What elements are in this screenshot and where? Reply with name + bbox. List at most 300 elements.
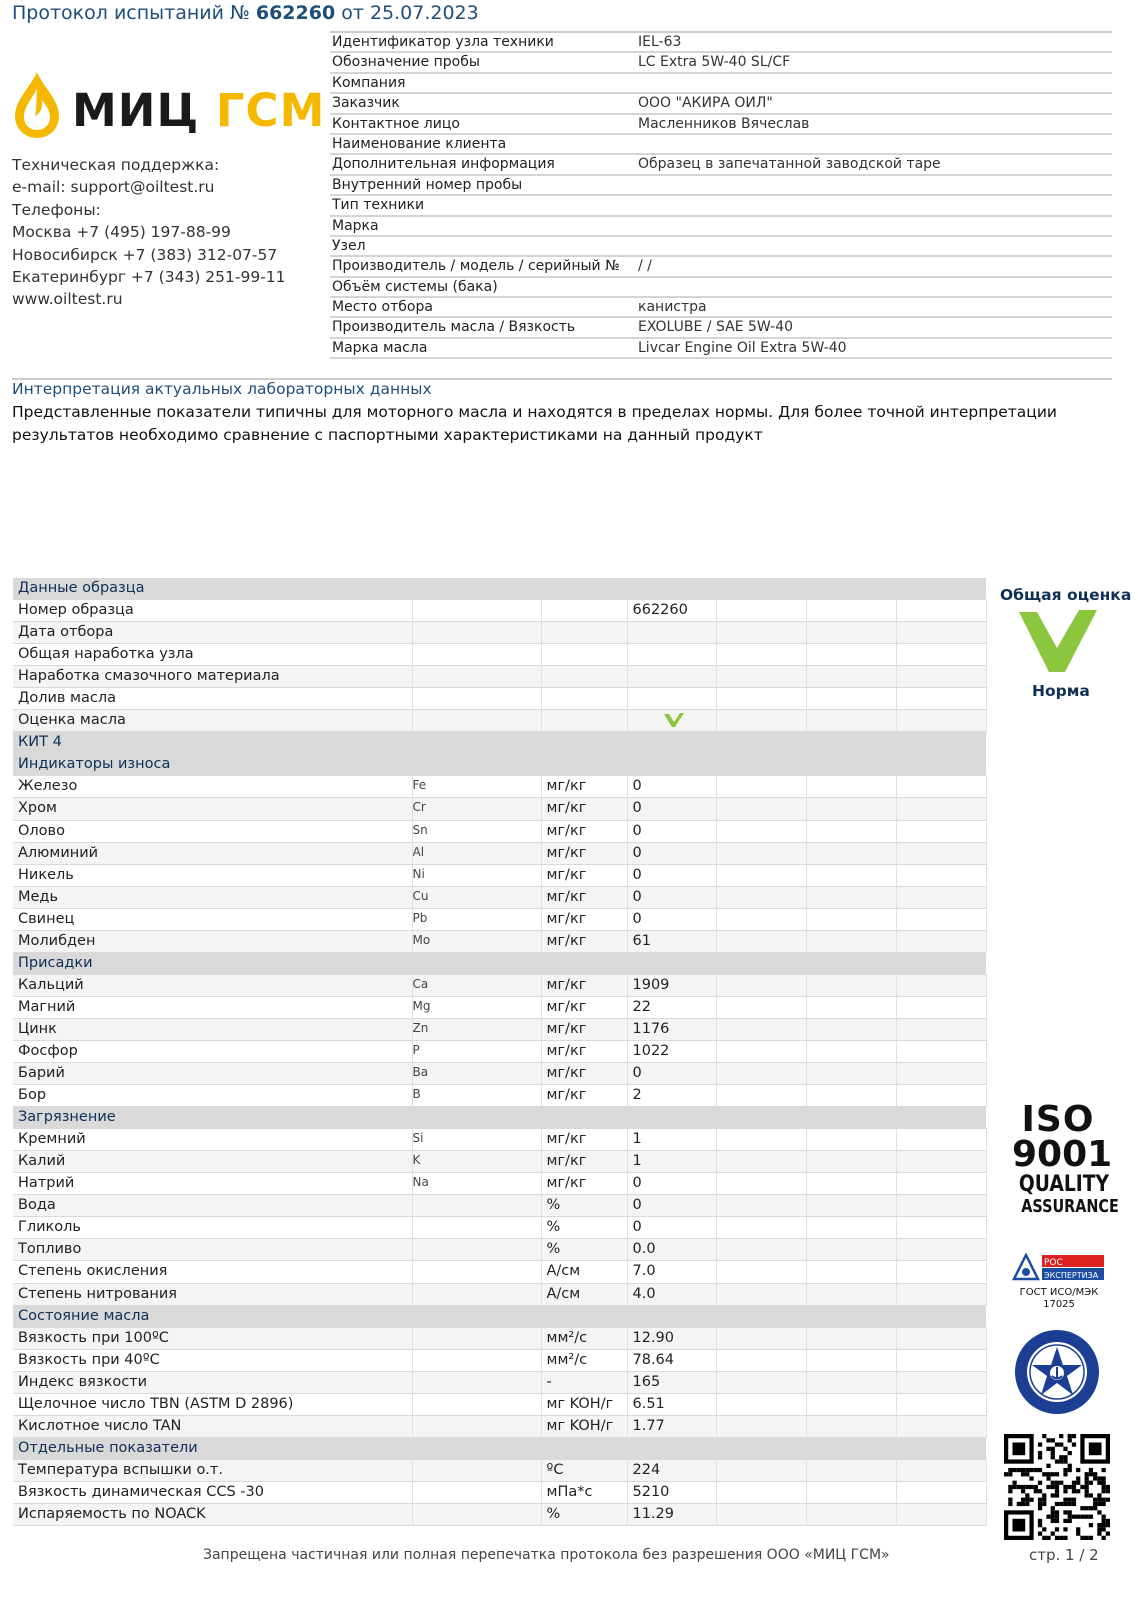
website-link[interactable]: www.oiltest.ru xyxy=(12,290,123,309)
unit xyxy=(541,666,627,688)
unit: мПа*с xyxy=(541,1481,627,1503)
parameter-name: Алюминий xyxy=(13,842,412,864)
info-row xyxy=(330,278,1112,298)
table-row xyxy=(13,1415,986,1437)
table-row xyxy=(13,1503,986,1525)
parameter-name: Цинк xyxy=(13,1018,412,1040)
sample-info-table xyxy=(330,31,1112,359)
table-row xyxy=(13,622,986,644)
empty-cell xyxy=(716,1129,806,1151)
info-label: Компания xyxy=(332,74,406,91)
iso-line2: 9001 xyxy=(1012,1134,1113,1175)
info-row xyxy=(330,53,1112,73)
unit: мг/кг xyxy=(541,1018,627,1040)
empty-cell xyxy=(896,798,986,820)
empty-cell xyxy=(896,644,986,666)
info-value: ООО "АКИРА ОИЛ" xyxy=(638,95,773,112)
empty-cell xyxy=(806,1151,896,1173)
empty-cell xyxy=(716,974,806,996)
empty-cell xyxy=(896,842,986,864)
parameter-name: Никель xyxy=(13,864,412,886)
empty-cell xyxy=(896,996,986,1018)
empty-cell xyxy=(716,798,806,820)
unit: мг/кг xyxy=(541,820,627,842)
phone-moscow: Москва +7 (495) 197-88-99 xyxy=(12,223,231,242)
parameter-name: Хром xyxy=(13,798,412,820)
company-logo xyxy=(12,70,326,140)
value xyxy=(627,644,716,666)
table-row xyxy=(13,710,986,732)
empty-cell xyxy=(806,1327,896,1349)
table-row xyxy=(13,1063,986,1085)
empty-cell xyxy=(716,864,806,886)
parameter-name: Испаряемость по NOACK xyxy=(13,1503,412,1525)
element-symbol xyxy=(412,1415,541,1437)
gost-caption: ГОСТ ИСО/МЭК 17025 xyxy=(1019,1287,1099,1310)
info-value xyxy=(638,278,1112,296)
info-value: Образец в запечатанной заводской таре xyxy=(638,156,941,173)
unit: % xyxy=(541,1503,627,1525)
table-row xyxy=(13,1261,986,1283)
empty-cell xyxy=(716,1261,806,1283)
table-row xyxy=(13,1481,986,1503)
empty-cell xyxy=(806,842,896,864)
empty-cell xyxy=(716,1327,806,1349)
unit: мг/кг xyxy=(541,842,627,864)
parameter-name: Молибден xyxy=(13,930,412,952)
empty-cell xyxy=(716,1151,806,1173)
element-symbol: Zn xyxy=(412,1018,541,1040)
empty-cell xyxy=(896,1018,986,1040)
unit: мг KOH/г xyxy=(541,1415,627,1437)
empty-cell xyxy=(896,1085,986,1107)
element-symbol xyxy=(412,644,541,666)
table-row xyxy=(13,908,986,930)
element-symbol xyxy=(412,600,541,622)
value xyxy=(627,710,716,732)
unit: мг/кг xyxy=(541,908,627,930)
rosexpertiza-logo-icon xyxy=(1012,1253,1106,1283)
empty-cell xyxy=(806,666,896,688)
info-label: Узел xyxy=(332,237,366,254)
empty-cell xyxy=(806,1261,896,1283)
table-row xyxy=(13,1459,986,1481)
section-header-row xyxy=(13,732,986,754)
info-label: Производитель масла / Вязкость xyxy=(332,319,576,336)
table-row xyxy=(13,1040,986,1062)
section-header-row xyxy=(13,1305,986,1327)
section-title: Индикаторы износа xyxy=(13,754,986,776)
info-label: Наименование клиента xyxy=(332,135,507,152)
element-symbol: Al xyxy=(412,842,541,864)
protocol-date: от 25.07.2023 xyxy=(341,2,479,24)
empty-cell xyxy=(716,776,806,798)
parameter-name: Бор xyxy=(13,1085,412,1107)
parameter-name: Калий xyxy=(13,1151,412,1173)
parameter-name: Барий xyxy=(13,1063,412,1085)
empty-cell xyxy=(716,1018,806,1040)
section-title: Состояние масла xyxy=(13,1305,986,1327)
value: 5210 xyxy=(627,1481,716,1503)
parameter-name: Кислотное число TAN xyxy=(13,1415,412,1437)
empty-cell xyxy=(716,1393,806,1415)
table-row xyxy=(13,1371,986,1393)
empty-cell xyxy=(806,996,896,1018)
empty-cell xyxy=(806,776,896,798)
empty-cell xyxy=(896,1327,986,1349)
element-symbol xyxy=(412,1217,541,1239)
empty-cell xyxy=(716,1173,806,1195)
empty-cell xyxy=(806,798,896,820)
empty-cell xyxy=(896,666,986,688)
empty-cell xyxy=(716,820,806,842)
overall-assessment-heading: Общая оценка xyxy=(1000,586,1132,604)
iso-line4: ASSURANCE xyxy=(1021,1196,1119,1217)
info-label: Идентификатор узла техники xyxy=(332,34,554,50)
element-symbol: Ni xyxy=(412,864,541,886)
element-symbol xyxy=(412,1481,541,1503)
element-symbol: Mo xyxy=(412,930,541,952)
info-value: канистра xyxy=(638,299,707,316)
section-header-row xyxy=(13,578,986,600)
empty-cell xyxy=(896,974,986,996)
empty-cell xyxy=(896,1063,986,1085)
empty-cell xyxy=(806,1018,896,1040)
empty-cell xyxy=(716,1283,806,1305)
empty-cell xyxy=(806,1085,896,1107)
support-label: Техническая поддержка: xyxy=(12,156,220,174)
registry-seal-icon xyxy=(1014,1329,1100,1415)
unit xyxy=(541,600,627,622)
info-value xyxy=(638,74,1112,92)
section-title: КИТ 4 xyxy=(13,732,986,754)
info-label: Объём системы (бака) xyxy=(332,278,498,295)
empty-cell xyxy=(716,1063,806,1085)
empty-cell xyxy=(806,908,896,930)
table-row xyxy=(13,776,986,798)
empty-cell xyxy=(896,1261,986,1283)
empty-cell xyxy=(896,1415,986,1437)
parameter-name: Магний xyxy=(13,996,412,1018)
empty-cell xyxy=(896,600,986,622)
empty-cell xyxy=(896,820,986,842)
empty-cell xyxy=(896,1459,986,1481)
section-title: Отдельные показатели xyxy=(13,1437,986,1459)
info-row xyxy=(330,257,1112,277)
table-row xyxy=(13,1239,986,1261)
value: 1909 xyxy=(627,974,716,996)
element-symbol: Ca xyxy=(412,974,541,996)
empty-cell xyxy=(716,1481,806,1503)
element-symbol: Sn xyxy=(412,820,541,842)
empty-cell xyxy=(806,1371,896,1393)
empty-cell xyxy=(716,1349,806,1371)
empty-cell xyxy=(716,842,806,864)
parameter-name: Фосфор xyxy=(13,1040,412,1062)
unit: мг/кг xyxy=(541,930,627,952)
element-symbol xyxy=(412,1261,541,1283)
value: 1.77 xyxy=(627,1415,716,1437)
empty-cell xyxy=(896,710,986,732)
interpretation-text: Представленные показатели типичны для моторного масла и находятся в пределах нормы. Для более точной интерпретации результатов необходимо сравнение с паспортными характеристиками на данный продукт xyxy=(12,403,1057,444)
element-symbol: Ba xyxy=(412,1063,541,1085)
empty-cell xyxy=(896,776,986,798)
title-prefix: Протокол испытаний № xyxy=(12,2,250,24)
empty-cell xyxy=(806,930,896,952)
unit: - xyxy=(541,1371,627,1393)
results-table xyxy=(13,578,987,1526)
table-row xyxy=(13,798,986,820)
element-symbol xyxy=(412,1327,541,1349)
info-value xyxy=(638,176,1112,194)
info-row xyxy=(330,115,1112,135)
info-label: Производитель / модель / серийный № xyxy=(332,258,620,275)
parameter-name: Медь xyxy=(13,886,412,908)
empty-cell xyxy=(716,1503,806,1525)
empty-cell xyxy=(806,1195,896,1217)
parameter-name: Гликоль xyxy=(13,1217,412,1239)
iso-line3: QUALITY xyxy=(1018,1172,1110,1197)
empty-cell xyxy=(806,1283,896,1305)
table-row xyxy=(13,1151,986,1173)
empty-cell xyxy=(806,1415,896,1437)
unit: мм²/с xyxy=(541,1327,627,1349)
empty-cell xyxy=(806,1129,896,1151)
parameter-name: Кальций xyxy=(13,974,412,996)
info-row xyxy=(330,94,1112,114)
parameter-name: Долив масла xyxy=(13,688,412,710)
empty-cell xyxy=(896,1481,986,1503)
table-row xyxy=(13,1129,986,1151)
empty-cell xyxy=(896,1217,986,1239)
info-row xyxy=(330,318,1112,338)
phones-label: Телефоны: xyxy=(12,200,101,219)
empty-cell xyxy=(806,688,896,710)
value: 0.0 xyxy=(627,1239,716,1261)
value: 1176 xyxy=(627,1018,716,1040)
qr-code-icon[interactable] xyxy=(1004,1434,1110,1540)
parameter-name: Натрий xyxy=(13,1173,412,1195)
parameter-name: Дата отбора xyxy=(13,622,412,644)
info-label: Дополнительная информация xyxy=(332,156,555,173)
empty-cell xyxy=(896,622,986,644)
empty-cell xyxy=(896,1503,986,1525)
empty-cell xyxy=(716,644,806,666)
info-row xyxy=(330,74,1112,94)
info-row xyxy=(330,298,1112,318)
info-row xyxy=(330,217,1112,237)
table-row xyxy=(13,1018,986,1040)
unit: мг/кг xyxy=(541,1151,627,1173)
value: 22 xyxy=(627,996,716,1018)
info-label: Тип техники xyxy=(332,197,425,214)
parameter-name: Кремний xyxy=(13,1129,412,1151)
unit: мг/кг xyxy=(541,1063,627,1085)
element-symbol xyxy=(412,1459,541,1481)
empty-cell xyxy=(806,864,896,886)
parameter-name: Топливо xyxy=(13,1239,412,1261)
empty-cell xyxy=(896,930,986,952)
empty-cell xyxy=(896,1349,986,1371)
empty-cell xyxy=(716,688,806,710)
empty-cell xyxy=(716,666,806,688)
logo-text-part2: ГСМ xyxy=(215,84,326,137)
element-symbol: Mg xyxy=(412,996,541,1018)
element-symbol xyxy=(412,1239,541,1261)
empty-cell xyxy=(806,820,896,842)
table-row xyxy=(13,1349,986,1371)
info-label: Обозначение пробы xyxy=(332,54,480,71)
empty-cell xyxy=(806,710,896,732)
table-row xyxy=(13,1173,986,1195)
empty-cell xyxy=(716,1217,806,1239)
value: 165 xyxy=(627,1371,716,1393)
iso-line1: ISO xyxy=(1021,1099,1095,1140)
value: 7.0 xyxy=(627,1261,716,1283)
empty-cell xyxy=(716,710,806,732)
table-row xyxy=(13,1195,986,1217)
parameter-name: Общая наработка узла xyxy=(13,644,412,666)
element-symbol: Si xyxy=(412,1129,541,1151)
empty-cell xyxy=(806,1349,896,1371)
info-label: Заказчик xyxy=(332,95,400,112)
empty-cell xyxy=(806,1040,896,1062)
element-symbol xyxy=(412,1393,541,1415)
table-row xyxy=(13,864,986,886)
table-row xyxy=(13,1085,986,1107)
info-value: Livcar Engine Oil Extra 5W-40 xyxy=(638,339,847,356)
element-symbol: Na xyxy=(412,1173,541,1195)
phone-novosibirsk: Новосибирск +7 (383) 312-07-57 xyxy=(12,245,278,264)
empty-cell xyxy=(896,1173,986,1195)
info-value xyxy=(638,196,1112,214)
value: 0 xyxy=(627,798,716,820)
unit: ºC xyxy=(541,1459,627,1481)
empty-cell xyxy=(716,1085,806,1107)
empty-cell xyxy=(716,930,806,952)
unit: % xyxy=(541,1239,627,1261)
section-title: Присадки xyxy=(13,952,986,974)
info-value xyxy=(638,217,1112,235)
iso-9001-badge xyxy=(1012,1099,1119,1217)
info-value: IEL-63 xyxy=(638,34,682,50)
empty-cell xyxy=(716,600,806,622)
overall-assessment-value: Норма xyxy=(1032,682,1090,700)
table-row xyxy=(13,644,986,666)
unit: A/см xyxy=(541,1283,627,1305)
value: 0 xyxy=(627,1217,716,1239)
value: 1 xyxy=(627,1129,716,1151)
value: 78.64 xyxy=(627,1349,716,1371)
value: 0 xyxy=(627,776,716,798)
info-row xyxy=(330,135,1112,155)
empty-cell xyxy=(806,1217,896,1239)
unit: мг/кг xyxy=(541,798,627,820)
empty-cell xyxy=(716,1195,806,1217)
value xyxy=(627,688,716,710)
element-symbol xyxy=(412,1371,541,1393)
empty-cell xyxy=(806,1503,896,1525)
value: 12.90 xyxy=(627,1327,716,1349)
unit xyxy=(541,688,627,710)
info-value: / / xyxy=(638,258,652,275)
info-row xyxy=(330,155,1112,175)
unit: мг/кг xyxy=(541,886,627,908)
contacts-block xyxy=(12,154,286,311)
info-label: Марка масла xyxy=(332,339,428,356)
info-row xyxy=(330,339,1112,359)
empty-cell xyxy=(896,1239,986,1261)
empty-cell xyxy=(896,864,986,886)
ros-logo-text1: РОС xyxy=(1044,1258,1063,1268)
element-symbol: Fe xyxy=(412,776,541,798)
section-header-row xyxy=(13,952,986,974)
empty-cell xyxy=(716,1415,806,1437)
table-row xyxy=(13,886,986,908)
empty-cell xyxy=(806,622,896,644)
parameter-name: Вязкость динамическая CCS -30 xyxy=(13,1481,412,1503)
value: 0 xyxy=(627,886,716,908)
page-number: стр. 1 / 2 xyxy=(1029,1546,1099,1564)
element-symbol xyxy=(412,1195,541,1217)
element-symbol xyxy=(412,1349,541,1371)
element-symbol xyxy=(412,622,541,644)
table-row xyxy=(13,930,986,952)
unit xyxy=(541,710,627,732)
empty-cell xyxy=(896,1371,986,1393)
empty-cell xyxy=(896,1040,986,1062)
empty-cell xyxy=(896,886,986,908)
section-header-row xyxy=(13,754,986,776)
element-symbol: Cr xyxy=(412,798,541,820)
unit: мг/кг xyxy=(541,1173,627,1195)
element-symbol xyxy=(412,1503,541,1525)
empty-cell xyxy=(716,1239,806,1261)
value: 0 xyxy=(627,842,716,864)
empty-cell xyxy=(806,1393,896,1415)
table-row xyxy=(13,1393,986,1415)
value: 0 xyxy=(627,1173,716,1195)
unit xyxy=(541,644,627,666)
info-value: Масленников Вячеслав xyxy=(638,115,810,132)
value: 0 xyxy=(627,820,716,842)
empty-cell xyxy=(716,886,806,908)
interpretation-heading: Интерпретация актуальных лабораторных данных xyxy=(12,380,432,398)
parameter-name: Олово xyxy=(13,820,412,842)
parameter-name: Вязкость при 100ºC xyxy=(13,1327,412,1349)
empty-cell xyxy=(806,1239,896,1261)
info-value: LC Extra 5W-40 SL/CF xyxy=(638,54,791,71)
info-row xyxy=(330,196,1112,216)
parameter-name: Железо xyxy=(13,776,412,798)
empty-cell xyxy=(896,1151,986,1173)
parameter-name: Вязкость при 40ºC xyxy=(13,1349,412,1371)
unit: мг/кг xyxy=(541,1085,627,1107)
empty-cell xyxy=(806,600,896,622)
support-email[interactable]: e-mail: support@oiltest.ru xyxy=(12,178,215,197)
info-label: Внутренний номер пробы xyxy=(332,176,523,193)
value: 224 xyxy=(627,1459,716,1481)
empty-cell xyxy=(716,1040,806,1062)
value: 1 xyxy=(627,1151,716,1173)
unit: мг/кг xyxy=(541,1040,627,1062)
unit: мм²/с xyxy=(541,1349,627,1371)
empty-cell xyxy=(896,1129,986,1151)
value: 662260 xyxy=(627,600,716,622)
parameter-name: Степень нитрования xyxy=(13,1283,412,1305)
element-symbol xyxy=(412,710,541,732)
value: 6.51 xyxy=(627,1393,716,1415)
